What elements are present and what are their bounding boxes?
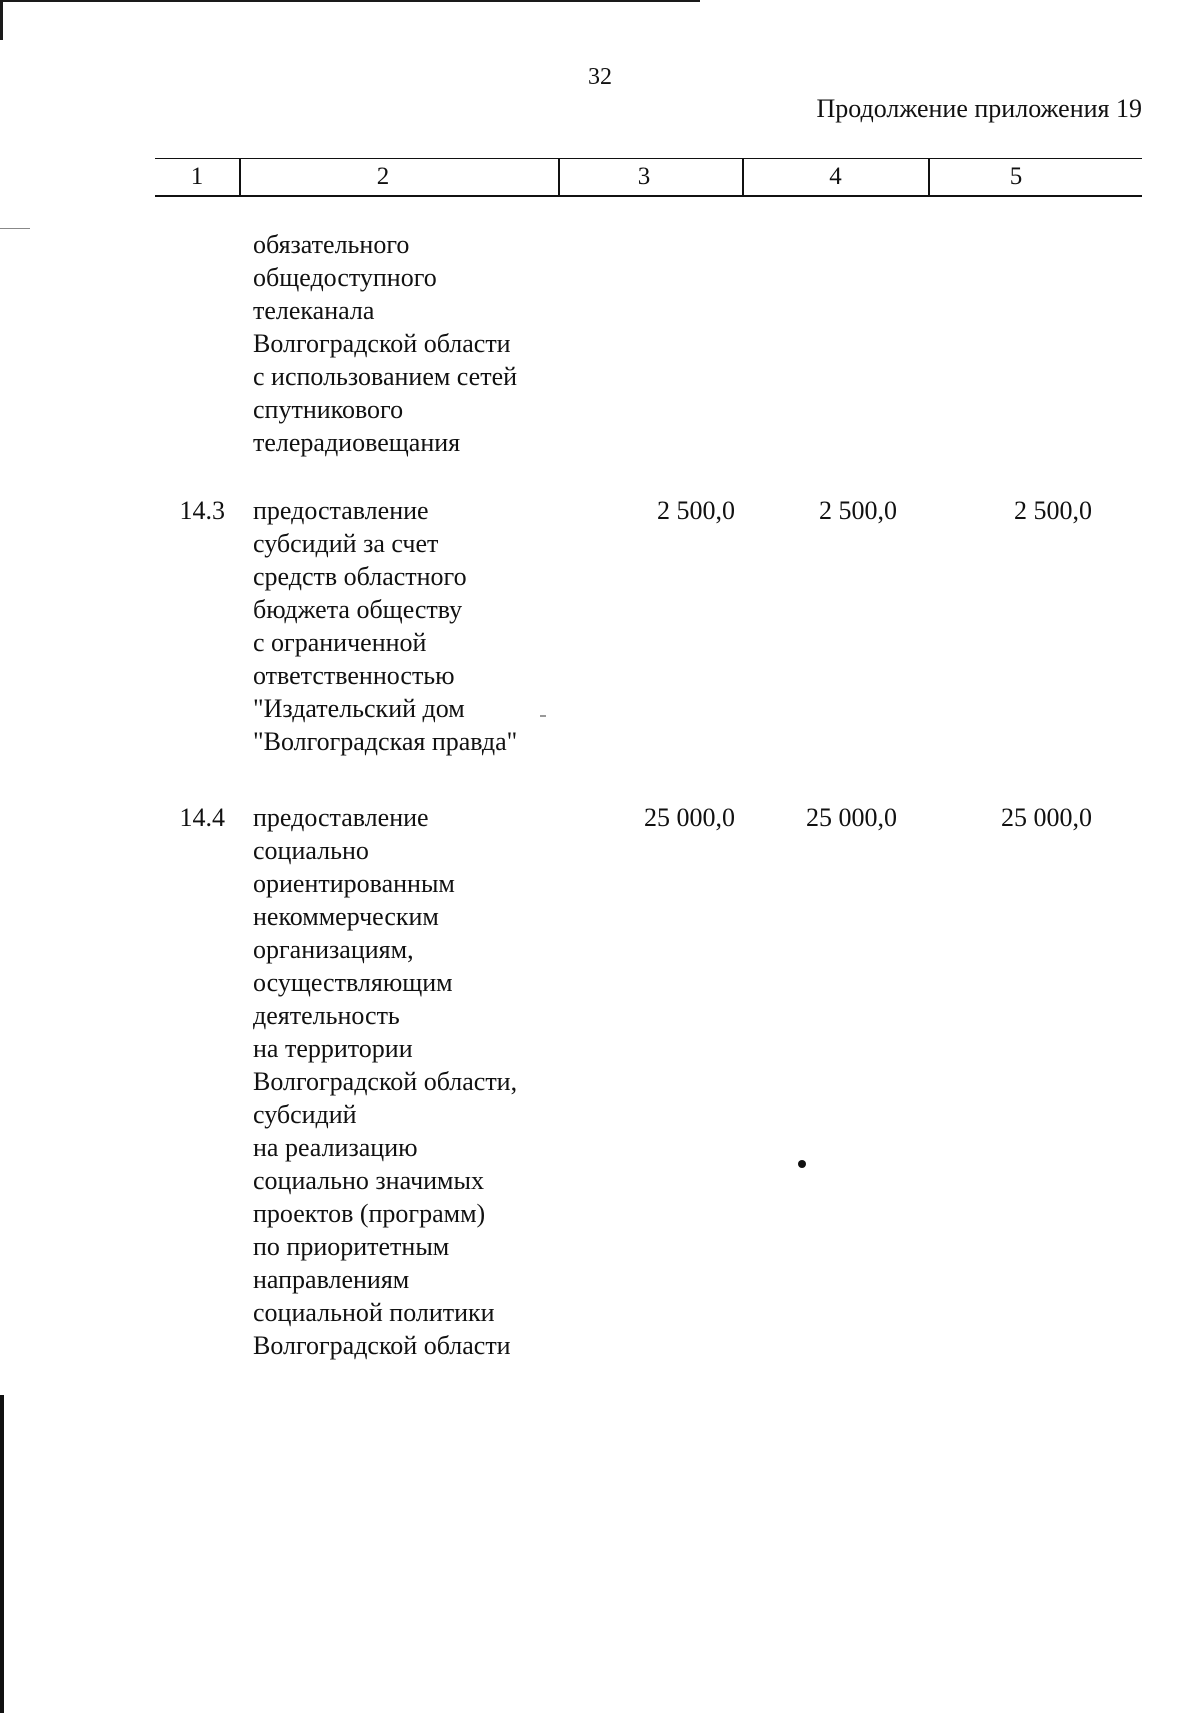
- column-header-1: 1: [190, 163, 204, 190]
- scan-speck: [540, 715, 546, 717]
- row-description: предоставление социально ориентированным некоммерческим организациям, осуществляющим деятельность на территории Волгоградской области, субсидий на реализацию социально значимых проектов (программ) по приоритетным направлениям социальной политики Волгоградской области: [253, 803, 518, 1360]
- scan-edge-top: [0, 0, 700, 2]
- column-header-4: 4: [829, 163, 842, 190]
- column-header-5: 5: [1009, 163, 1023, 190]
- row-value-col5: 25 000,0: [1001, 803, 1092, 832]
- row-description: обязательного общедоступного телеканала Волгоградской области с использованием сетей спутникового телерадиовещания: [253, 230, 518, 457]
- row-value-col4: 25 000,0: [806, 803, 897, 832]
- table-header: [155, 158, 1142, 197]
- appendix-caption: Продолжение приложения 19: [816, 94, 1142, 123]
- column-header-3: 3: [637, 163, 651, 190]
- row-number: 14.3: [179, 496, 225, 525]
- row-value-col5: 2 500,0: [1014, 496, 1092, 525]
- scan-edge-left-top: [0, 0, 3, 40]
- row-number: 14.4: [179, 803, 225, 832]
- column-header-2: 2: [376, 163, 390, 190]
- row-value-col3: 25 000,0: [644, 803, 735, 832]
- row-value-col4: 2 500,0: [819, 496, 897, 525]
- row-value-col3: 2 500,0: [657, 496, 735, 525]
- row-description: предоставление субсидий за счет средств областного бюджета обществу с ограниченной ответственностью "Издательский дом "Волгоградская правда": [253, 496, 518, 756]
- scan-edge-left-bottom: [0, 1395, 4, 1713]
- scan-dot: [798, 1160, 806, 1168]
- page-number: 32: [588, 64, 612, 90]
- scan-mark: [0, 228, 30, 229]
